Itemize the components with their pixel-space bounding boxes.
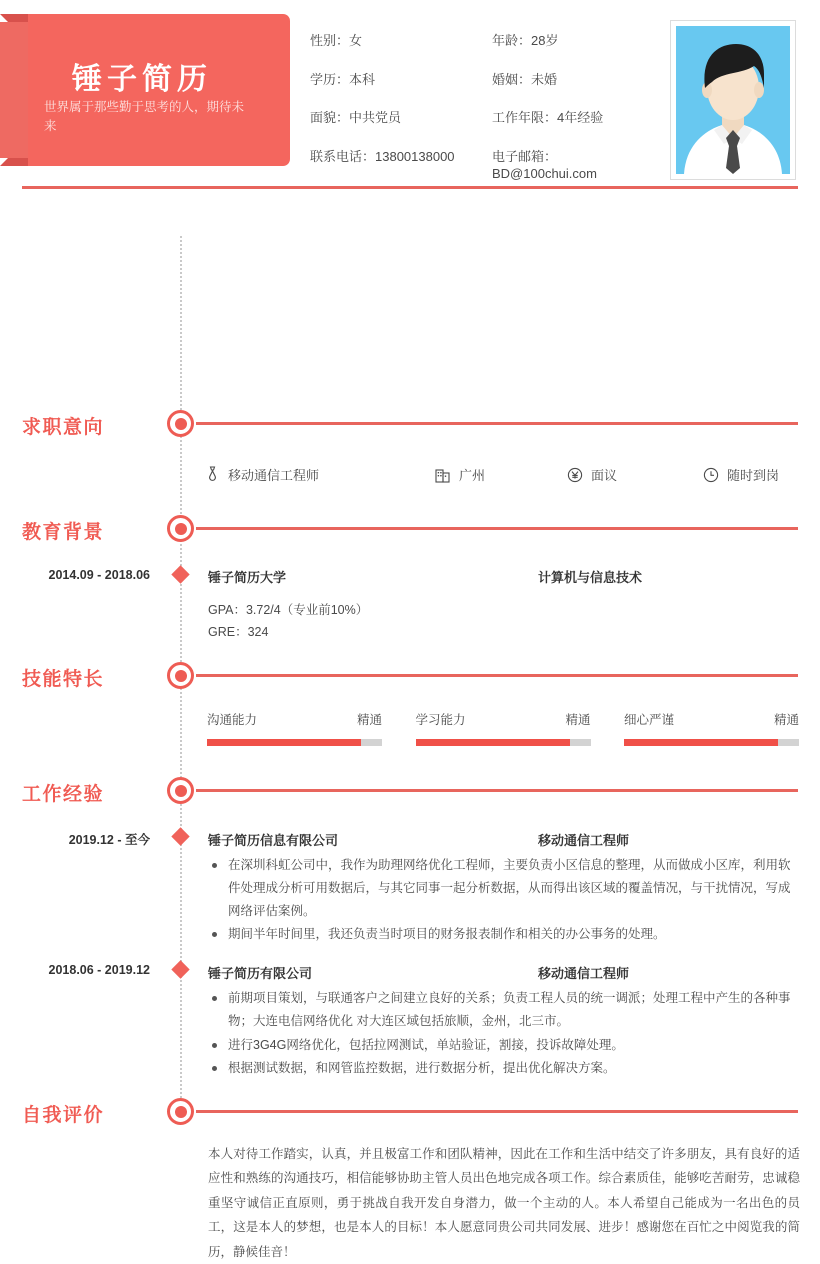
skill-item xyxy=(624,710,799,746)
skill-progress-track xyxy=(207,739,382,746)
info-email: 电子邮箱：BD@100chui.com xyxy=(492,148,597,182)
info-experience: 工作年限：4年经验 xyxy=(492,110,604,126)
section-rule-education xyxy=(196,527,798,530)
info-political: 面貌：中共党员 xyxy=(310,110,402,126)
building-icon xyxy=(435,467,451,483)
candidate-tagline: 世界属于那些勤于思考的人，期待未来 xyxy=(44,100,245,134)
intention-availability-label: 随时到岗 xyxy=(727,468,780,483)
skill-progress-fill xyxy=(624,739,778,746)
section-title-education: 教育背景 xyxy=(22,522,105,543)
section-marker-work xyxy=(167,777,194,804)
work-role: 移动通信工程师 xyxy=(538,966,630,981)
intention-city xyxy=(435,465,567,484)
intention-position xyxy=(205,465,435,484)
intention-items xyxy=(205,465,805,484)
skills-list xyxy=(207,710,799,746)
section-marker-skills xyxy=(167,662,194,689)
yen-circle-icon xyxy=(567,467,583,483)
skill-level: 精通 xyxy=(565,713,591,727)
skill-level: 精通 xyxy=(356,713,382,727)
work-diamond-marker xyxy=(171,960,189,978)
self-evaluation-text: 本人对待工作踏实，认真，并且极富工作和团队精神，因此在工作和生活中结交了许多朋友，具有良好的适应性和熟练的沟通技巧，相信能够协助主管人员出色地完成各项工作。综合素质佳，能够吃苦耐劳，忠诚稳重坚守诚信正直原则，勇于挑战自我开发自身潜力，做一个主动的人。本人希望自己能成为一名出色的员工，这是本人的梦想，也是本人的目标！本人愿意同贵公司共同发展、进步！感谢您在百忙之中阅览我的简历，静候佳音！ xyxy=(208,1147,800,1259)
intention-availability xyxy=(703,465,779,484)
avatar-photo xyxy=(676,26,790,174)
personal-info-grid xyxy=(310,32,660,183)
work-diamond-marker xyxy=(171,827,189,845)
intention-city-label: 广州 xyxy=(459,468,486,483)
section-rule-skills xyxy=(196,674,798,677)
section-rule-evaluation xyxy=(196,1110,798,1113)
work-company: 锤子简历信息有限公司 xyxy=(208,833,339,848)
work-company: 锤子简历有限公司 xyxy=(208,966,313,981)
section-title-skills: 技能特长 xyxy=(22,669,105,690)
clock-icon xyxy=(703,467,719,483)
name-ribbon xyxy=(0,14,290,166)
skill-progress-fill xyxy=(416,739,570,746)
section-title-intention: 求职意向 xyxy=(22,417,105,438)
education-school: 锤子简历大学 xyxy=(208,570,287,585)
skill-level: 精通 xyxy=(773,713,799,727)
work-date: 2018.06 - 2019.12 xyxy=(48,963,150,977)
work-bullets xyxy=(208,987,800,1081)
work-date: 2019.12 - 至今 xyxy=(68,833,150,847)
work-bullet: 根据测试数据，和网管监控数据，进行数据分析，提出优化解决方案。 xyxy=(208,1057,800,1080)
work-bullet: 期间半年时间里，我还负责当时项目的财务报表制作和相关的办公事务的处理。 xyxy=(208,923,800,946)
info-marital: 婚姻：未婚 xyxy=(492,71,558,87)
info-gender: 性别：女 xyxy=(310,33,363,48)
avatar xyxy=(670,20,796,180)
header-divider xyxy=(22,186,798,189)
section-marker-intention xyxy=(167,410,194,437)
work-bullet: 前期项目策划，与联通客户之间建立良好的关系；负责工程人员的统一调派；处理工程中产生的各种事物；大连电信网络优化 对大连区域包括旅顺，金州，北三市。 xyxy=(208,987,800,1033)
skill-item xyxy=(207,710,382,746)
info-phone: 联系电话：13800138000 xyxy=(310,148,455,164)
intention-salary xyxy=(567,465,703,484)
skill-name: 学习能力 xyxy=(415,713,466,727)
skill-progress-track xyxy=(416,739,591,746)
education-diamond-marker xyxy=(171,565,189,583)
skill-progress-fill xyxy=(207,739,361,746)
section-marker-education xyxy=(167,515,194,542)
education-major: 计算机与信息技术 xyxy=(538,570,643,585)
info-age: 年龄：28岁 xyxy=(492,33,559,48)
skill-item xyxy=(416,710,591,746)
education-gpa: GPA：3.72/4（专业前10%） xyxy=(208,603,369,617)
section-title-evaluation: 自我评价 xyxy=(22,1105,105,1126)
section-title-work: 工作经验 xyxy=(22,784,105,805)
section-rule-intention xyxy=(196,422,798,425)
section-rule-work xyxy=(196,789,798,792)
skill-name: 细心严谨 xyxy=(624,713,675,727)
skill-progress-track xyxy=(624,739,799,746)
education-gre: GRE：324 xyxy=(208,625,269,639)
avatar-illustration xyxy=(676,26,790,174)
work-bullets xyxy=(208,854,800,947)
intention-salary-label: 面议 xyxy=(591,468,618,483)
education-date: 2014.09 - 2018.06 xyxy=(48,568,150,582)
work-role: 移动通信工程师 xyxy=(538,833,630,848)
section-marker-evaluation xyxy=(167,1098,194,1125)
skill-name: 沟通能力 xyxy=(207,713,258,727)
work-bullet: 进行3G4G网络优化，包括拉网测试，单站验证，割接，投诉故障处理。 xyxy=(208,1034,800,1057)
tie-icon xyxy=(205,466,220,484)
candidate-name: 锤子简历 xyxy=(72,63,212,96)
intention-position-label: 移动通信工程师 xyxy=(228,468,320,483)
resume-header xyxy=(0,0,820,190)
work-bullet: 在深圳科虹公司中，我作为助理网络优化工程师，主要负责小区信息的整理，从而做成小区库，利用软件处理成分析可用数据后，与其它同事一起分析数据，从而得出该区域的覆盖情况，与干扰情况，写成网络评估案例。 xyxy=(208,854,800,922)
info-education: 学历：本科 xyxy=(310,71,376,87)
